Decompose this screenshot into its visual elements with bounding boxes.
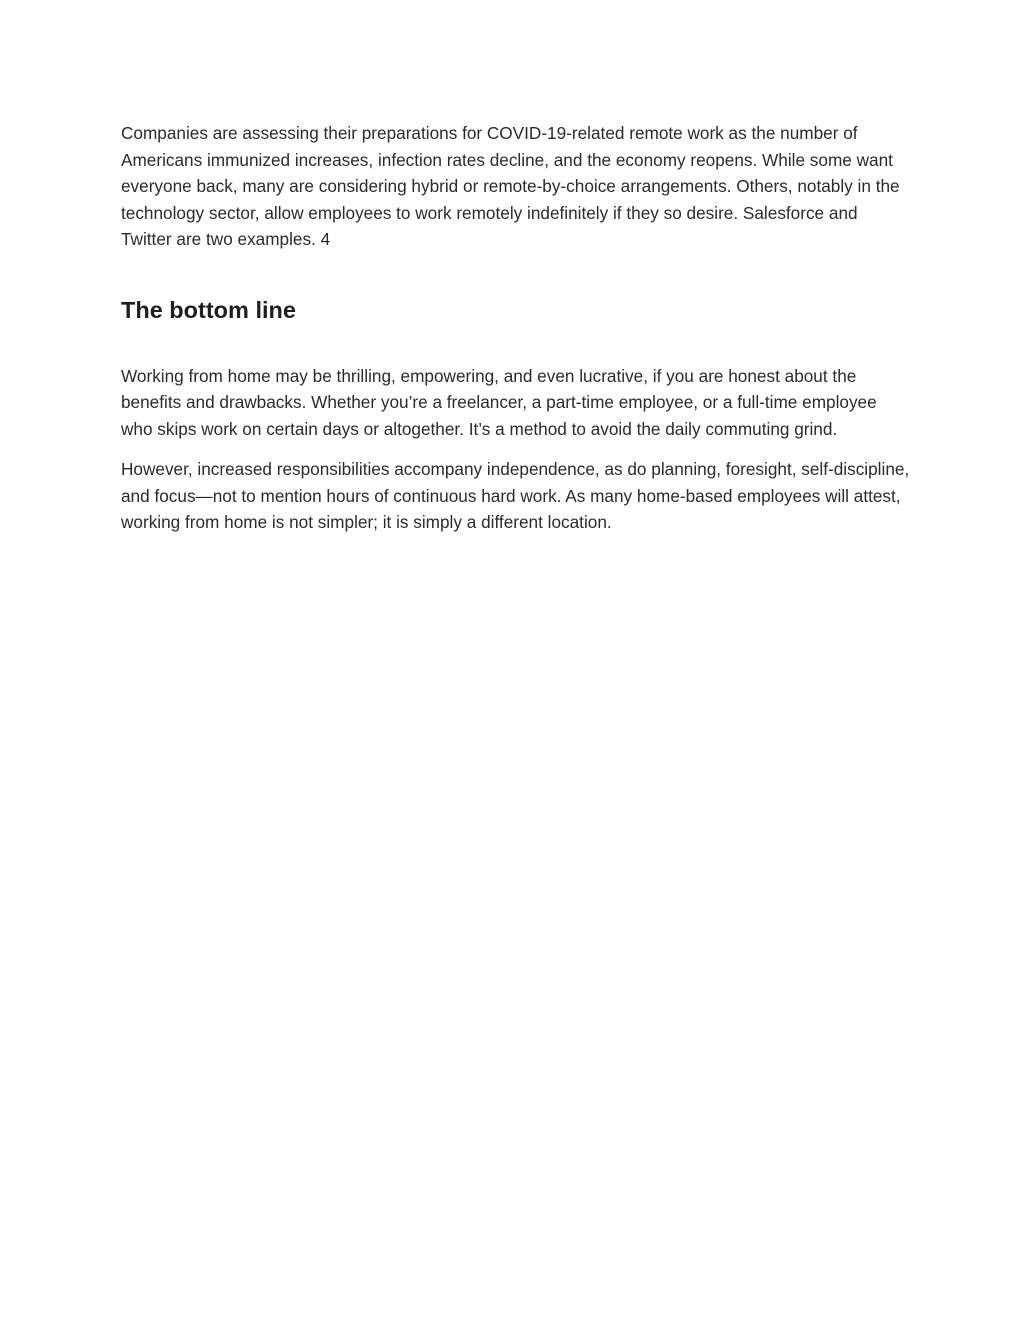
document-body (121, 120, 911, 536)
body-paragraph-1: Working from home may be thrilling, empowering, and even lucrative, if you are honest about the benefits and drawbacks. Whether you’re a freelancer, a part-time employee, or a full-time employee who skips work on certain days or altogether. It’s a method to avoid the daily commuting grind. (121, 365, 877, 439)
body-paragraph-2: However, increased responsibilities accompany independence, as do planning, foresight, self-discipline, and focus—not to mention hours of continuous hard work. As many home-based employees will attest, working from home is not simpler; it is simply a different location. (121, 459, 910, 532)
intro-paragraph: Companies are assessing their preparations for COVID-19-related remote work as the number of Americans immunized increases, infection rates decline, and the economy reopens. While some want everyone back, many are considering hybrid or remote-by-choice arrangements. Others, notably in the technology sector, allow employees to work remotely indefinitely if they so desire. Salesforce and Twitter are two examples. 4 (121, 123, 900, 249)
section-heading: The bottom line (121, 296, 296, 323)
